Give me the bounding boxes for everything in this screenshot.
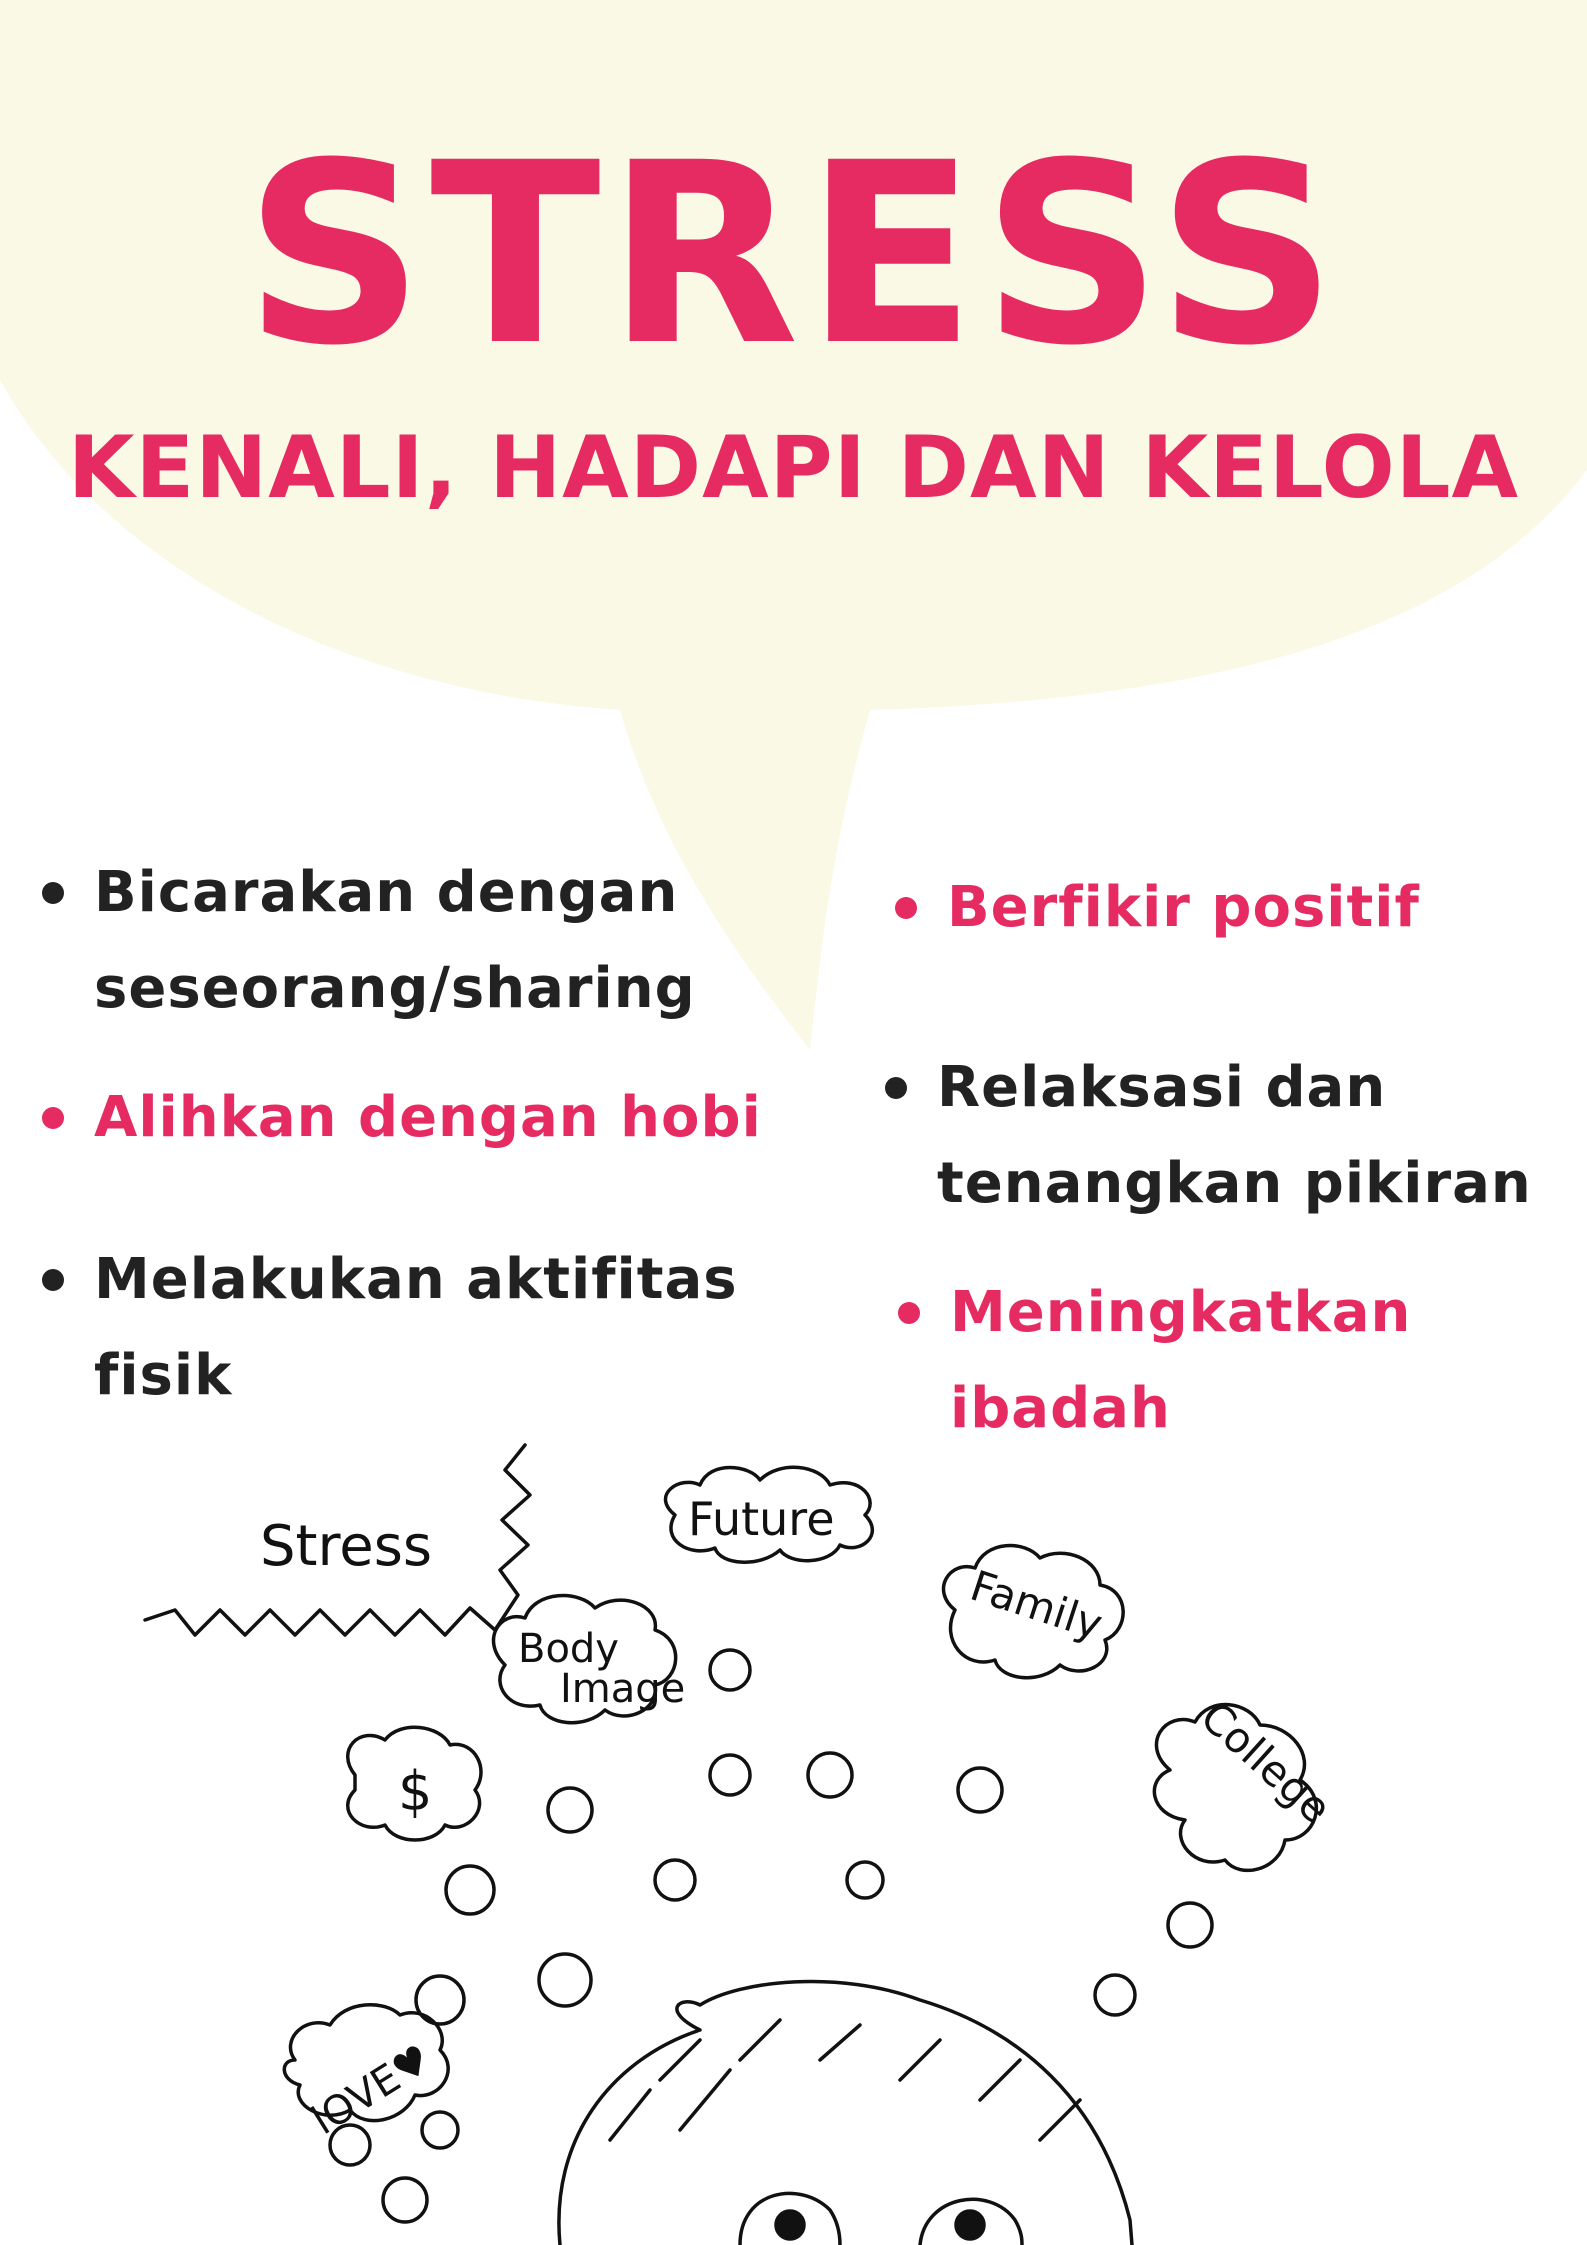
bullet-icon [42, 1107, 64, 1129]
future-label: Future [688, 1492, 835, 1546]
love-label: lOVE♥ [304, 2036, 440, 2145]
stressed-person-illustration [140, 1440, 1380, 2245]
tip-worship [898, 1265, 1411, 1457]
tip-physical-activity [42, 1232, 738, 1424]
bullet-icon [885, 1077, 907, 1099]
bullet-icon [898, 1302, 920, 1324]
family-label: Family [964, 1560, 1109, 1650]
money-label: $ [398, 1760, 433, 1823]
college-label: College [1191, 1691, 1341, 1834]
small-thought-clouds [330, 1650, 1212, 2222]
person-hair [559, 1981, 1132, 2245]
bullet-icon [42, 882, 64, 904]
bullet-icon [42, 1269, 64, 1291]
tip-physical-activity-line-1: Melakukan aktifitas [94, 1247, 738, 1312]
tip-hobby [42, 1070, 762, 1166]
tip-sharing [42, 845, 696, 1037]
tip-worship-line-2: ibadah [950, 1376, 1171, 1441]
page-subtitle: KENALI, HADAPI DAN KELOLA [67, 418, 1520, 518]
tip-sharing-line-2: seseorang/sharing [94, 956, 696, 1021]
tip-positive-thinking-line-1: Berfikir positif [947, 875, 1420, 940]
tip-physical-activity-line-2: fisik [94, 1343, 233, 1408]
body-label: Body [518, 1626, 619, 1672]
tip-hobby-line-1: Alihkan dengan hobi [94, 1085, 762, 1150]
tip-relaxation [885, 1040, 1532, 1232]
stress-label: Stress [260, 1514, 433, 1579]
tip-relaxation-line-2: tenangkan pikiran [937, 1151, 1532, 1216]
tip-relaxation-line-1: Relaksasi dan [937, 1055, 1387, 1120]
page-title: STRESS [244, 109, 1343, 400]
right-pupil [956, 2211, 984, 2239]
tip-sharing-line-1: Bicarakan dengan [94, 860, 679, 925]
bullet-icon [895, 897, 917, 919]
image-label: Image [560, 1666, 686, 1712]
tip-worship-line-1: Meningkatkan [950, 1280, 1412, 1345]
left-pupil [776, 2211, 804, 2239]
tip-positive-thinking [895, 860, 1420, 956]
